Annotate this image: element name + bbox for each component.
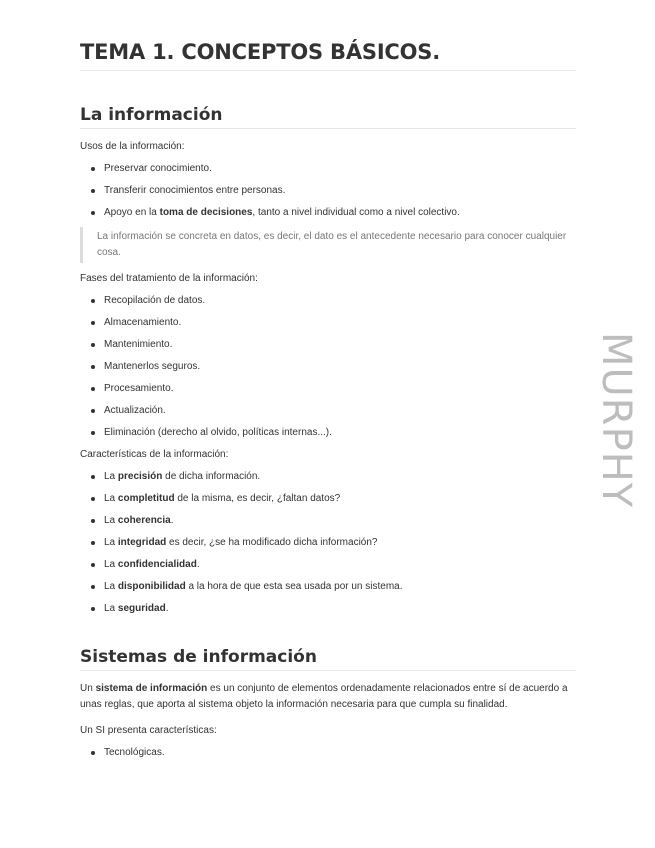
section-heading-informacion: La información [80, 105, 576, 129]
watermark-text: MURPHY [593, 332, 639, 509]
list-item: La completitud de la misma, es decir, ¿faltan datos? [104, 491, 576, 507]
list-item: La disponibilidad a la hora de que esta sea usada por un sistema. [104, 579, 576, 595]
quote-text: La información se concreta en datos, es decir, el dato es el antecedente necesario para conocer cualquier cosa. [97, 231, 567, 258]
list-item: Apoyo en la toma de decisiones, tanto a nivel individual como a nivel colectivo. [104, 205, 576, 221]
list-item: La precisión de dicha información. [104, 469, 576, 485]
list-item: Almacenamiento. [104, 315, 576, 331]
si-list [80, 745, 576, 761]
info-quote [80, 227, 576, 263]
list-item: La coherencia. [104, 513, 576, 529]
list-item: Recopilación de datos. [104, 293, 576, 309]
section-heading-sistemas: Sistemas de información [80, 647, 576, 671]
usos-intro: Usos de la información: [80, 141, 185, 152]
list-item: La integridad es decir, ¿se ha modificado dicha información? [104, 535, 576, 551]
list-item: Transferir conocimientos entre personas. [104, 183, 576, 199]
si-intro: Un SI presenta características: [80, 725, 217, 736]
fases-intro: Fases del tratamiento de la información: [80, 273, 258, 284]
page-title: TEMA 1. CONCEPTOS BÁSICOS. [80, 40, 576, 71]
sistemas-paragraph: Un sistema de información es un conjunto de elementos ordenadamente relacionados entre sí de acuerdo a unas reglas, que aporta al sistema objeto la información necesaria para que cumpla su finalidad. [80, 683, 568, 710]
list-item: La confidencialidad. [104, 557, 576, 573]
document-page [80, 40, 576, 767]
list-item: Preservar conocimiento. [104, 161, 576, 177]
fases-list [80, 293, 576, 441]
list-item: Mantenerlos seguros. [104, 359, 576, 375]
list-item: La seguridad. [104, 601, 576, 617]
list-item: Mantenimiento. [104, 337, 576, 353]
list-item: Eliminación (derecho al olvido, políticas internas...). [104, 425, 576, 441]
list-item: Tecnológicas. [104, 745, 576, 761]
caracteristicas-list [80, 469, 576, 617]
usos-list [80, 161, 576, 221]
caracteristicas-intro: Características de la información: [80, 449, 229, 460]
list-item: Actualización. [104, 403, 576, 419]
list-item: Procesamiento. [104, 381, 576, 397]
